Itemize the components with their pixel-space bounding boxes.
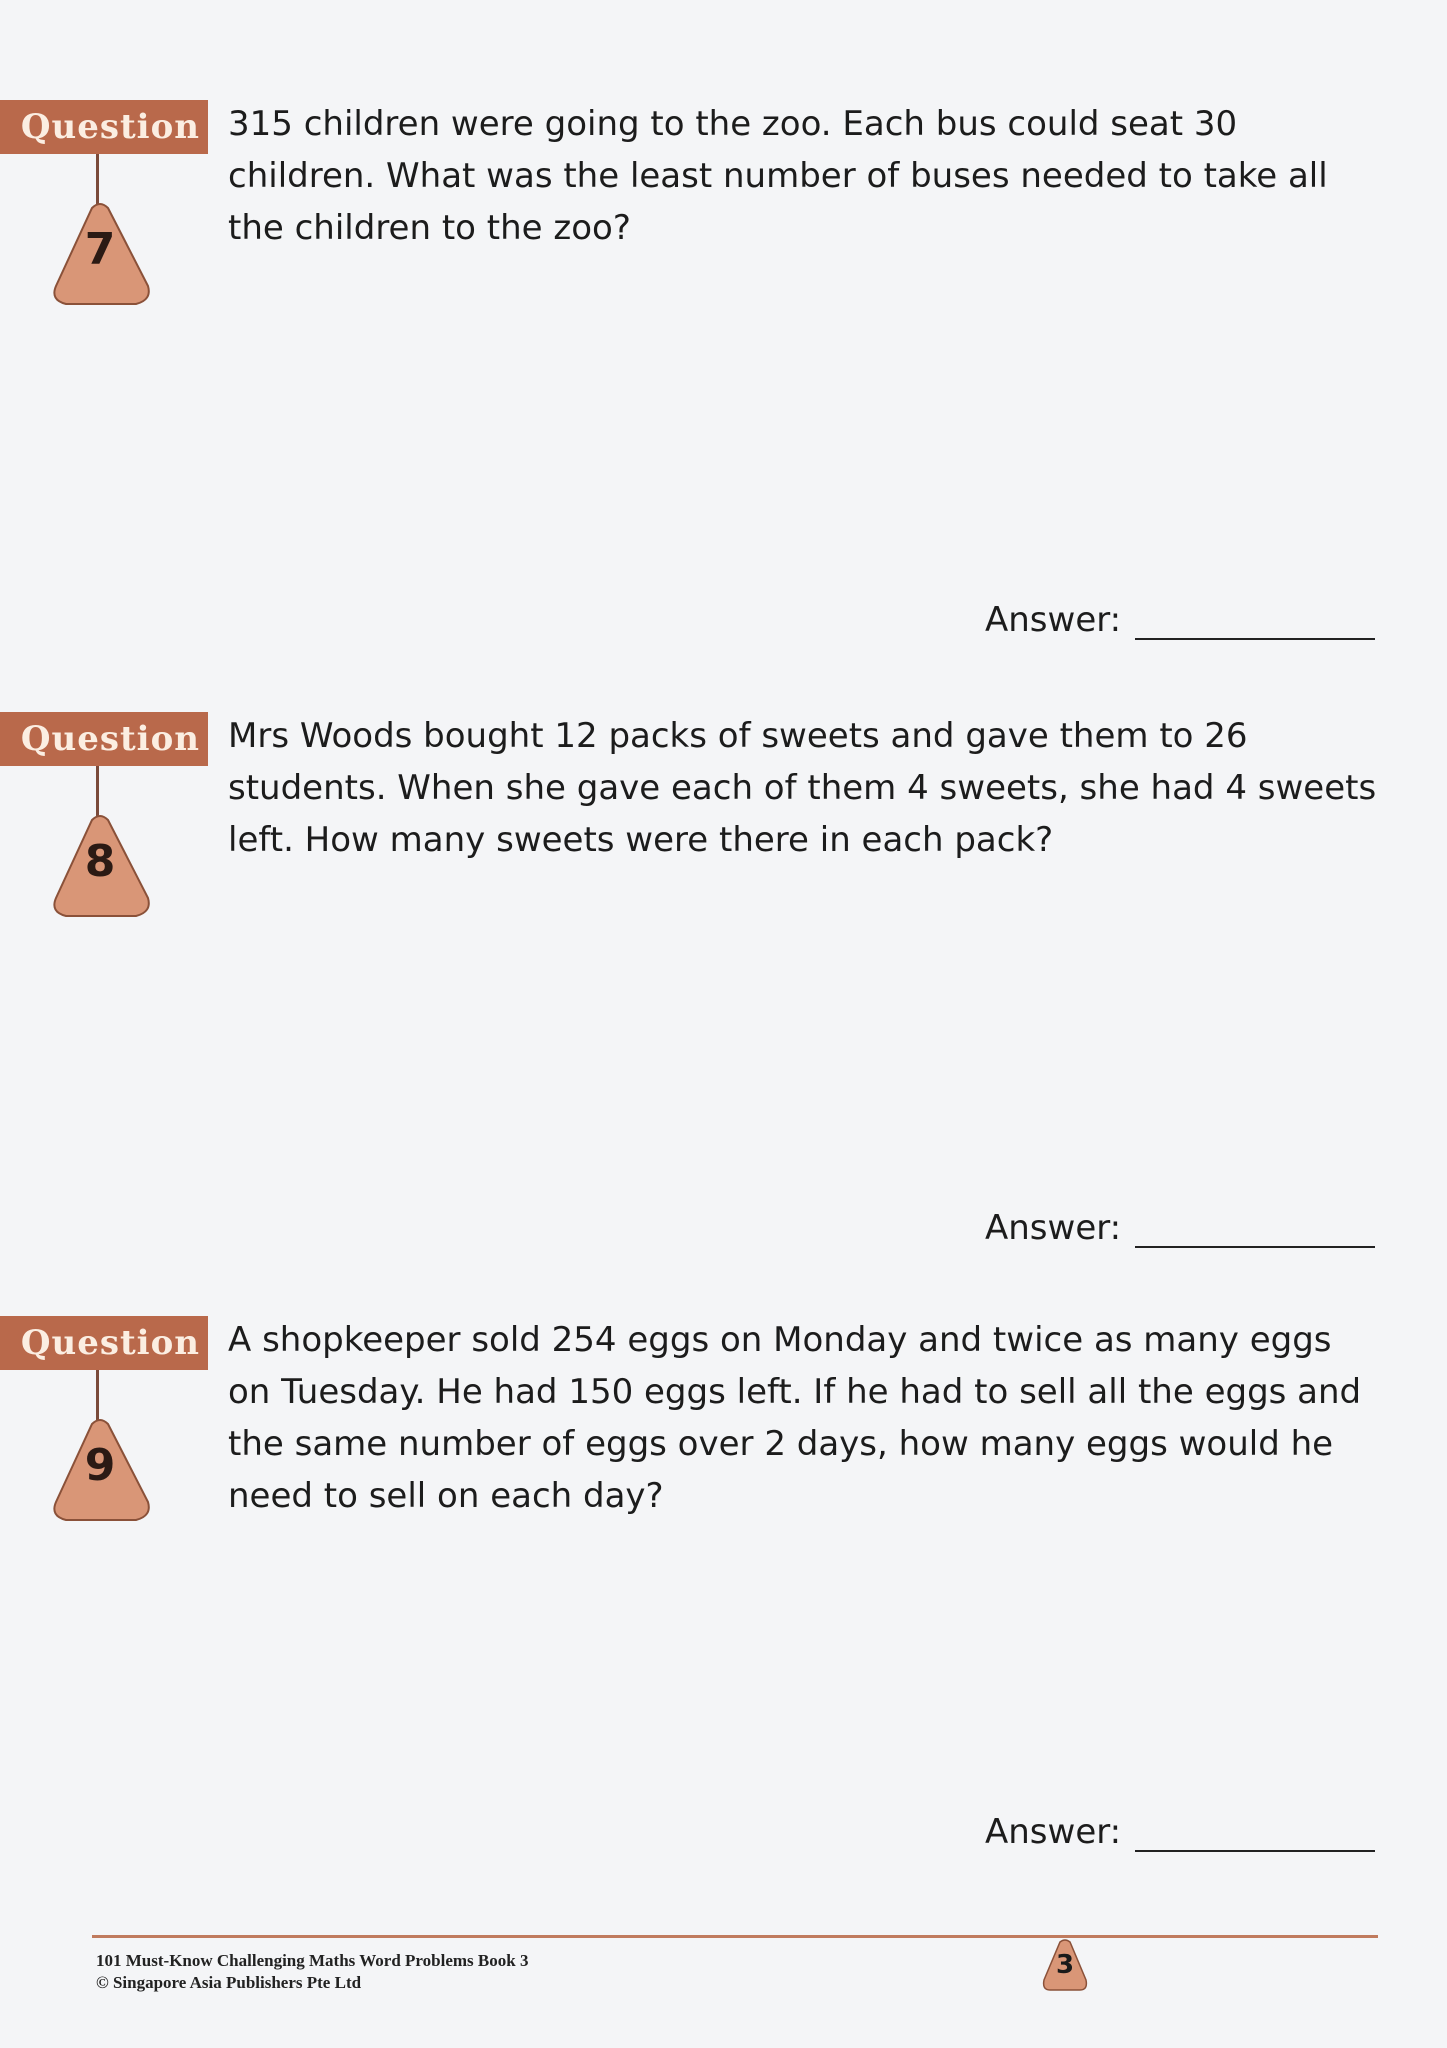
question-number: 8 <box>84 836 116 887</box>
answer-row-7 <box>985 600 1375 640</box>
page-number: 3 <box>1055 1950 1075 1980</box>
footer-divider <box>92 1935 1378 1938</box>
question-text: 315 children were going to the zoo. Each bus could seat 30 children. What was the least number of buses needed to take all the children to the zoo? <box>228 104 1328 248</box>
question-text: A shopkeeper sold 254 eggs on Monday and twice as many eggs on Tuesday. He had 150 eggs left. If he had to sell all the eggs and the same number of eggs over 2 days, how many eggs would he need to sell on each day? <box>228 1320 1362 1516</box>
question-text: Mrs Woods bought 12 packs of sweets and gave them to 26 students. When she gave each of them 4 sweets, she had 4 sweets left. How many sweets were there in each pack? <box>228 716 1377 860</box>
footer-credits <box>96 1950 528 1994</box>
answer-field[interactable] <box>1135 1820 1375 1852</box>
answer-row-8 <box>985 1208 1375 1248</box>
answer-field[interactable] <box>1135 1216 1375 1248</box>
answer-row-9 <box>985 1812 1375 1852</box>
question-number: 9 <box>84 1440 116 1491</box>
question-label: Question <box>0 712 208 766</box>
answer-field[interactable] <box>1135 608 1375 640</box>
answer-label: Answer: <box>985 1208 1122 1248</box>
question-label: Question <box>0 1316 208 1370</box>
question-label: Question <box>0 100 208 154</box>
book-title: 101 Must-Know Challenging Maths Word Problems Book 3 <box>96 1951 529 1970</box>
answer-label: Answer: <box>985 1812 1122 1852</box>
question-number: 7 <box>84 224 116 275</box>
answer-label: Answer: <box>985 600 1122 640</box>
copyright: © Singapore Asia Publishers Pte Ltd <box>96 1973 362 1992</box>
